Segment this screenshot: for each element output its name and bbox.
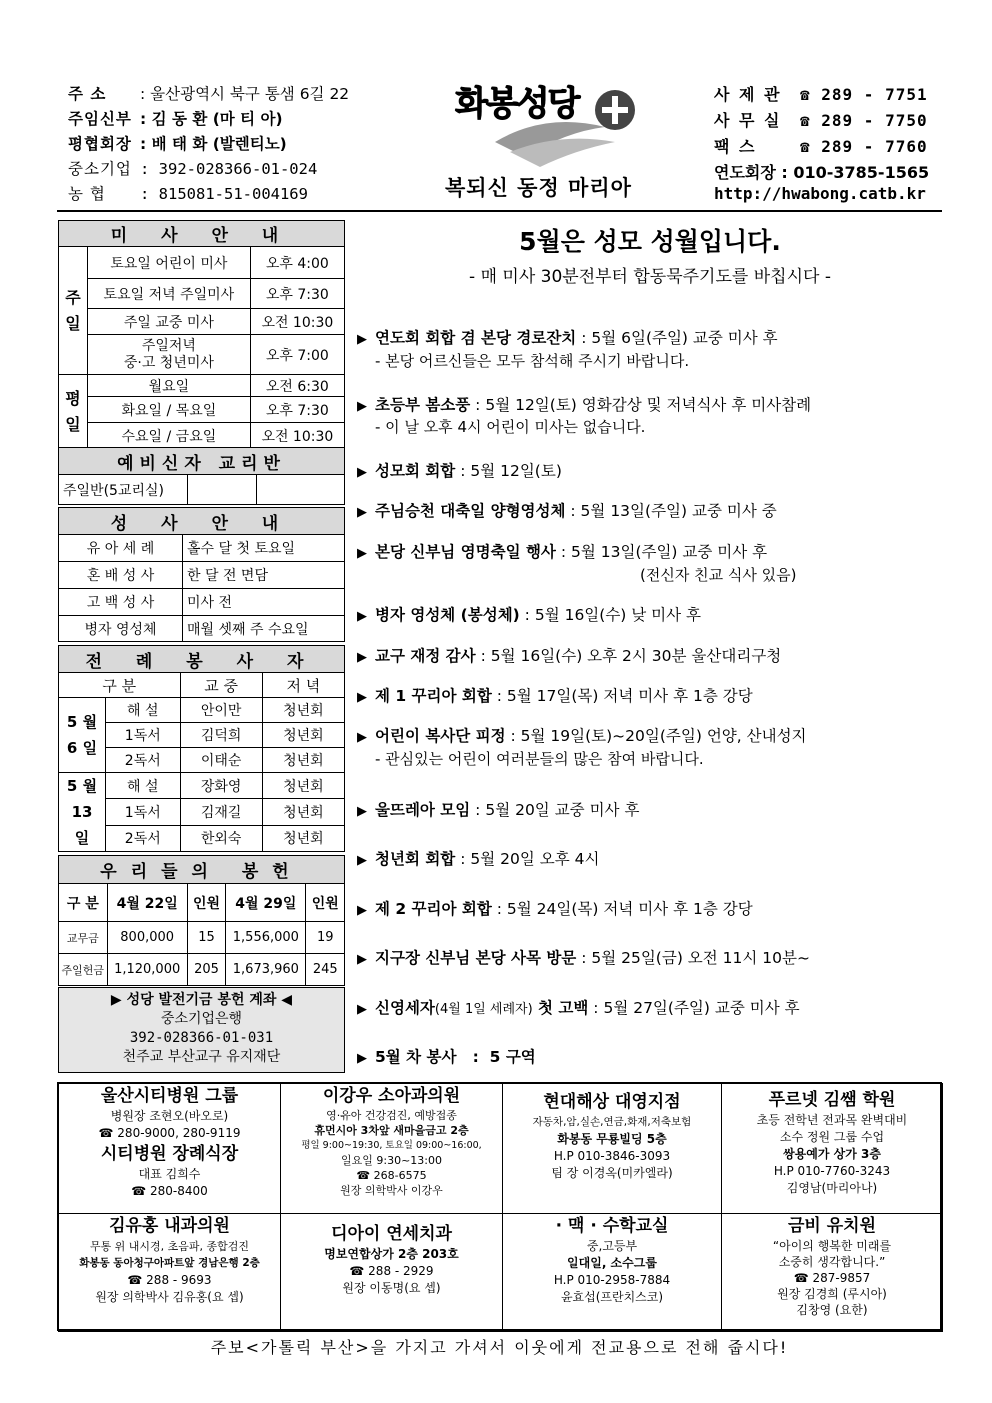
bullet-triangle-icon: ▶	[357, 546, 367, 561]
mass-time: 오전 10:30	[250, 423, 344, 449]
ad-kindergarten: 금비 유치원 “아이의 행복한 미래를 소중히 생각합니다.” ☎ 287-9857 원장 김경희 (루시아) 김창영 (요한)	[721, 1213, 943, 1332]
nh-account-label: 농 협	[68, 185, 106, 203]
ad-math-class: · 맥 · 수학교실 중,고등부 일대일, 소수그룹 H.P 010-2958-7884 윤효섭(프란치스코)	[502, 1213, 722, 1332]
council-president-row	[68, 132, 287, 154]
nh-account-row	[68, 182, 308, 204]
notice-item: ▶ 지구장 신부님 본당 사목 방문 : 5월 25일(금) 오전 11시 10분~	[357, 949, 810, 967]
offering-amount: 1,673,960	[226, 954, 306, 986]
notice-item: ▶ 병자 영성체 (봉성체) : 5월 16일(수) 낮 미사 후	[357, 606, 702, 624]
bullet-triangle-icon: ▶	[357, 853, 367, 868]
bullet-triangle-icon: ▶	[357, 690, 367, 705]
offering-count: 205	[187, 954, 225, 986]
notice-sub: (전신자 친교 식사 있음)	[640, 566, 797, 584]
fax-label: 팩 스	[714, 137, 757, 156]
sacraments-table	[58, 507, 345, 642]
catechumen-empty-cell	[257, 475, 345, 505]
main-subtitle: - 매 미사 30분전부터 합동묵주기도를 바칩시다 -	[469, 267, 831, 287]
bullet-triangle-icon: ▶	[357, 730, 367, 745]
server-role: 해 설	[106, 698, 181, 723]
ibk-account-row	[68, 157, 317, 179]
server-name: 김덕희	[180, 723, 262, 748]
logo-text: 화봉성당	[455, 84, 579, 124]
rectory-label: 사 제 관	[714, 85, 782, 104]
rectory-phone-row	[714, 82, 928, 105]
mass-name: 토요일 어린이 미사	[88, 247, 251, 279]
ad-city-hospital: 울산시티병원 그룹 병원장 조현오(바오로) ☎ 280-9000, 280-9119 시티병원 장례식장 대표 김희수 ☎ 280-8400	[58, 1083, 281, 1214]
sacrament-info: 매월 셋째 주 수요일	[183, 616, 345, 642]
mass-name: 주일 교중 미사	[88, 309, 251, 335]
notice-item: ▶ 청년회 회합 : 5월 20일 오후 4시	[357, 850, 600, 868]
ad-pediatric-clinic: 이강우 소아과의원 영·유아 건강검진, 예방접종 휴먼시아 3차앞 새마을금고 2층 평일 9:00~19:30, 토요일 09:00~16:00, 일요일 9:30~13:00 ☎ 268-6575 원장 의학박사 이강우	[280, 1083, 503, 1214]
catechumen-class: 주일반(5교리실)	[59, 475, 188, 505]
servers-header: 저 녁	[262, 673, 344, 698]
council-president-label: 평협회장	[68, 135, 132, 153]
server-name: 이태순	[180, 748, 262, 773]
bullet-triangle-icon: ▶	[357, 650, 367, 665]
liturgy-servers-table	[58, 645, 345, 852]
server-role: 2독서	[106, 748, 181, 773]
notice-item: ▶ 제 2 꾸리아 회합 : 5월 24일(목) 저녁 미사 후 1층 강당	[357, 900, 753, 918]
server-group: 청년회	[262, 748, 344, 773]
footer-note: 주보<가톨릭 부산>을 가지고 가셔서 이웃에게 전교용으로 전해 줍시다!	[210, 1338, 789, 1357]
server-name: 김재길	[180, 799, 262, 825]
offering-title: 우리들의 봉헌	[59, 856, 345, 884]
bullet-triangle-icon: ▶	[357, 952, 367, 967]
notice-sub: - 본당 어르신들은 모두 참석해 주시기 바랍니다.	[375, 352, 690, 370]
mass-time: 오후 7:30	[250, 397, 344, 423]
header-divider	[57, 210, 942, 212]
church-logo	[455, 72, 655, 172]
offering-type: 주일헌금	[59, 954, 108, 986]
mass-name: 수요일 / 금요일	[88, 423, 251, 449]
server-role: 1독서	[106, 723, 181, 748]
bullet-triangle-icon: ▶	[357, 399, 367, 414]
server-name: 장화영	[180, 773, 262, 799]
fund-heading: ▶ 성당 발전기금 봉헌 계좌 ◀	[110, 992, 293, 1008]
mass-time: 오후 7:30	[250, 279, 344, 309]
office-phone-row	[714, 108, 928, 131]
mass-time: 오후 7:00	[250, 335, 344, 375]
weekday-label: 평일	[59, 375, 88, 449]
address-label: 주 소	[68, 85, 107, 103]
sacrament-info: 홀수 달 첫 토요일	[183, 535, 345, 562]
bullet-triangle-icon: ▶	[357, 609, 367, 624]
ibk-account-label: 중소기업	[68, 160, 132, 178]
bullet-triangle-icon: ▶	[357, 1002, 367, 1017]
mass-name: 주일저녁 중·고 청년미사	[88, 335, 251, 375]
notice-item: ▶ 제 1 꾸리아 회합 : 5월 17일(목) 저녁 미사 후 1층 강당	[357, 687, 753, 705]
catechumen-empty-cell	[188, 475, 257, 505]
offering-header: 인원	[187, 884, 225, 922]
mass-schedule-table	[58, 220, 345, 449]
bullet-triangle-icon: ▶	[357, 1051, 367, 1066]
nh-account-value: : 815081-51-004169	[140, 185, 308, 203]
server-group: 청년회	[262, 773, 344, 799]
fax-number: ☎ 289 - 7760	[800, 137, 928, 156]
office-label: 사 무 실	[714, 111, 782, 130]
notice-item: ▶ 초등부 봄소풍 : 5월 12일(토) 영화감상 및 저녁식사 후 미사참례	[357, 396, 812, 414]
mass-time: 오전 6:30	[250, 375, 344, 397]
mass-name: 토요일 저녁 주일미사	[88, 279, 251, 309]
server-name: 한외숙	[180, 825, 262, 851]
ibk-account-value: : 392-028366-01-024	[140, 160, 318, 178]
server-group: 청년회	[262, 723, 344, 748]
notice-item: ▶ 연도회 회합 겸 본당 경로잔치 : 5월 6일(주일) 교중 미사 후	[357, 329, 778, 347]
offering-header: 4월 22일	[107, 884, 187, 922]
sacrament-name: 고 백 성 사	[59, 589, 183, 616]
offering-header: 구 분	[59, 884, 108, 922]
offering-type: 교무금	[59, 922, 108, 954]
council-president-value: : 배 태 화 (발렌티노)	[140, 135, 287, 153]
mass-time: 오전 10:30	[250, 309, 344, 335]
offering-count: 245	[306, 954, 345, 986]
offering-amount: 1,556,000	[226, 922, 306, 954]
fund-account: 392-028366-01-031	[129, 1030, 274, 1046]
pastor-label: 주임신부	[68, 110, 132, 128]
catechumen-table	[58, 447, 345, 505]
server-group: 청년회	[262, 799, 344, 825]
offering-amount: 1,120,000	[107, 954, 187, 986]
notice-sub: - 이 날 오후 4시 어린이 미사는 없습니다.	[375, 418, 646, 436]
rectory-phone: ☎ 289 - 7751	[800, 85, 928, 104]
ad-dental-clinic: 디아이 연세치과 명보연합상가 2층 203호 ☎ 288 - 2929 원장 이동명(요 셉)	[280, 1213, 503, 1332]
notice-item: ▶ 교구 재정 감사 : 5월 16일(수) 오후 2시 30분 울산대리구청	[357, 647, 782, 665]
sacrament-info: 한 달 전 면담	[183, 562, 345, 589]
server-group: 청년회	[262, 825, 344, 851]
council-contact: 연도회장 : 010-3785-1565	[714, 163, 930, 182]
service-date: 5 월 6 일	[59, 698, 106, 773]
mass-time: 오후 4:00	[250, 247, 344, 279]
ad-insurance: 현대해상 대영지점 자동차,암,실손,연금,화재,저축보험 화봉동 무룡빌딩 5층 H.P 010-3846-3093 팀 장 이경옥(미카엘라)	[502, 1083, 722, 1214]
address-row	[68, 82, 349, 104]
offering-header: 4월 29일	[226, 884, 306, 922]
mass-name: 월요일	[88, 375, 251, 397]
offering-count: 19	[306, 922, 345, 954]
ad-academy: 푸르넷 김쌤 학원 초등 전학년 전과목 완벽대비 소수 정원 그룹 수업 쌍용예가 상가 3층 H.P 010-7760-3243 김영남(마리아나)	[721, 1083, 943, 1214]
server-role: 1독서	[106, 799, 181, 825]
server-role: 해 설	[106, 773, 181, 799]
bullet-triangle-icon: ▶	[357, 505, 367, 520]
bullet-triangle-icon: ▶	[357, 332, 367, 347]
slogan: 복되신 동정 마리아	[445, 176, 632, 200]
offering-count: 15	[187, 922, 225, 954]
notice-item: ▶ 신영세자(4월 1일 세례자) 첫 고백 : 5월 27일(주일) 교중 미사 후	[357, 999, 800, 1017]
notice-item: ▶ 주님승천 대축일 양형영성체 : 5월 13일(주일) 교중 미사 중	[357, 502, 777, 520]
offering-amount: 800,000	[107, 922, 187, 954]
server-group: 청년회	[262, 698, 344, 723]
notice-item: ▶ 성모회 회합 : 5월 12일(토)	[357, 462, 562, 480]
bullet-triangle-icon: ▶	[357, 903, 367, 918]
fund-holder: 천주교 부산교구 유지재단	[122, 1049, 281, 1065]
bullet-triangle-icon: ▶	[357, 465, 367, 480]
notice-item: ▶ 어린이 복사단 피정 : 5월 19일(토)~20일(주일) 언양, 산내성지	[357, 727, 807, 745]
catechumen-title: 예비신자 교리반	[59, 448, 345, 475]
servers-header: 구 분	[59, 673, 181, 698]
sacrament-name: 병자 영성체	[59, 616, 183, 642]
fund-bank: 중소기업은행	[160, 1011, 243, 1027]
sacrament-name: 혼 배 성 사	[59, 562, 183, 589]
notice-sub: - 관심있는 어린이 여러분들의 많은 참여 바랍니다.	[375, 750, 704, 768]
mass-name: 화요일 / 목요일	[88, 397, 251, 423]
pastor-row	[68, 107, 283, 129]
notice-item: ▶ 본당 신부님 영명축일 행사 : 5월 13일(주일) 교중 미사 후	[357, 543, 768, 561]
mass-schedule-title: 미 사 안 내	[59, 221, 345, 247]
service-date: 5 월 13 일	[59, 773, 106, 852]
ad-internal-medicine: 김유홍 내과의원 무통 위 내시경, 초음파, 종합검진 화봉동 동아청구아파트앞 경남은행 2층 ☎ 288 - 9693 원장 의학박사 김유홍(요 셉)	[58, 1213, 281, 1332]
sacrament-name: 유 아 세 례	[59, 535, 183, 562]
sacraments-title: 성 사 안 내	[59, 508, 345, 535]
server-name: 안이만	[180, 698, 262, 723]
offering-table	[58, 855, 345, 986]
notice-item: ▶ 울뜨레아 모임 : 5월 20일 교중 미사 후	[357, 801, 640, 819]
server-role: 2독서	[106, 825, 181, 851]
fax-row	[714, 134, 928, 157]
offering-header: 인원	[306, 884, 345, 922]
development-fund-box	[58, 987, 345, 1073]
address-value: : 울산광역시 북구 통샘 6길 22	[140, 85, 350, 103]
bullet-triangle-icon: ▶	[357, 804, 367, 819]
office-phone: ☎ 289 - 7750	[800, 111, 928, 130]
website-link[interactable]: http://hwabong.catb.kr	[714, 184, 926, 203]
sunday-label: 주일	[59, 247, 88, 375]
main-title: 5월은 성모 성월입니다.	[519, 227, 781, 256]
servers-header: 교 중	[180, 673, 262, 698]
servers-title: 전 례 봉 사 자	[59, 646, 345, 673]
sacrament-info: 미사 전	[183, 589, 345, 616]
pastor-value: : 김 동 환 (마 티 아)	[140, 110, 283, 128]
notice-item: ▶ 5월 차 봉사 : 5 구역	[357, 1048, 536, 1066]
